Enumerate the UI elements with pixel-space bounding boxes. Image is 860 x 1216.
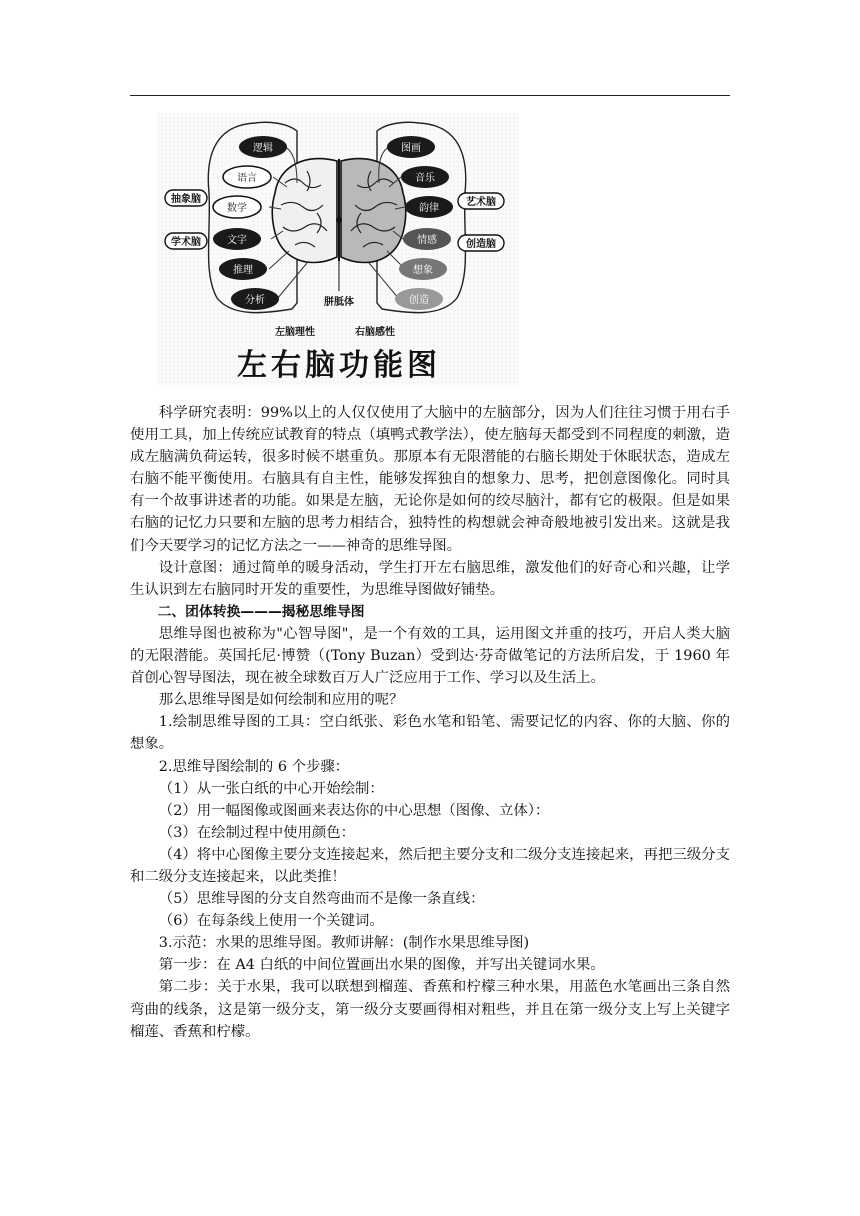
oval-left-1: 逻辑 — [253, 143, 273, 154]
oval-right-6: 创造 — [409, 295, 429, 306]
paragraph: 那么思维导图是如何绘制和应用的呢？ — [158, 692, 404, 709]
brain-function-figure — [157, 113, 519, 385]
oval-left-3: 数学 — [227, 203, 247, 214]
tag-abstract-brain: 抽象脑 — [171, 194, 201, 205]
paragraph: （6）在每条线上使用一个关键词。 — [158, 913, 384, 930]
paragraph: （2）用一幅图像或图画来表达你的中心思想（图像、立体）： — [158, 802, 550, 819]
oval-left-2: 语言 — [237, 173, 257, 184]
paragraph: 思维导图也被称为"心智导图"，是一个有效的工具，运用图文并重的技巧，开启人类大脑的无限潜能。英国托尼·博赞（(Tony Buzan）受到达·芬奇做笔记的方法所启发，于 1960 年首创心智导图法，现在被全球数百万人广泛应用于工作、学习以及生活上。 — [130, 625, 730, 687]
brain-diagram — [157, 113, 519, 385]
corpus-callosum-label: 胼胝体 — [324, 297, 354, 308]
tag-creative-brain: 创造脑 — [466, 239, 496, 250]
oval-left-6: 分析 — [245, 295, 265, 306]
oval-right-5: 想象 — [413, 265, 433, 276]
left-caption: 左脑理性 — [275, 327, 315, 338]
oval-left-5: 推理 — [233, 265, 253, 276]
tag-art-brain: 艺术脑 — [466, 197, 496, 208]
oval-right-3: 韵律 — [419, 203, 439, 214]
oval-left-4: 文字 — [227, 235, 247, 246]
paragraph: 2.思维导图绘制的 6 个步骤： — [158, 758, 350, 775]
section-heading: 二、团体转换———揭秘思维导图 — [157, 603, 365, 620]
paragraph: 第二步：关于水果，我可以联想到榴莲、香蕉和柠檬三种水果，用蓝色水笔画出三条自然弯曲的线条，这是第一级分支，第一级分支要画得相对粗些，并且在第一级分支上写上关键字榴莲、香蕉和柠檬。 — [130, 979, 730, 1040]
paragraph: 设计意图：通过简单的暖身活动，学生打开左右脑思维，激发他们的好奇心和兴趣，让学生认识到左右脑同时开发的重要性，为思维导图做好铺垫。 — [130, 559, 730, 598]
paragraph: 第一步：在 A4 白纸的中间位置画出水果的图像，并写出关键词水果。 — [158, 957, 605, 974]
oval-right-1: 图画 — [401, 143, 421, 154]
paragraph: （4）将中心图像主要分支连接起来，然后把主要分支和二级分支连接起来，再把三级分支和二级分支连接起来，以此类推！ — [130, 846, 730, 885]
paragraph: （5）思维导图的分支自然弯曲而不是像一条直线： — [158, 891, 485, 908]
header-rule — [130, 95, 730, 96]
right-caption: 右脑感性 — [355, 327, 395, 338]
paragraph: 1.绘制思维导图的工具：空白纸张、彩色水笔和铅笔、需要记忆的内容、你的大脑、你的想象。 — [130, 714, 730, 753]
oval-right-4: 情感 — [417, 235, 437, 246]
paragraph: 科学研究表明：99%以上的人仅仅使用了大脑中的左脑部分，因为人们往往习惯于用右手使用工具，加上传统应试教育的特点（填鸭式教学法），使左脑每天都受到不同程度的刺激，造成左脑满负荷运转，很多时候不堪重负。那原本有无限潜能的右脑长期处于休眠状态，造成左右脑不能平衡使用。右脑具有自主性，能够发挥独自的想象力、思考，把创意图像化。同时具有一个故事讲述者的功能。如果是左脑，无论你是如何的绞尽脑汁，都有它的极限。但是如果右脑的记忆力只要和左脑的思考力相结合，独特性的构想就会神奇般地被引发出来。这就是我们今天要学习的记忆方法之一——神奇的思维导图。 — [130, 405, 730, 554]
paragraph: （1）从一张白纸的中心开始绘制： — [158, 780, 384, 797]
tag-academic-brain: 学术脑 — [171, 237, 201, 248]
paragraph: 3.示范：水果的思维导图。教师讲解：(制作水果思维导图) — [158, 935, 530, 952]
figure-title: 左右脑功能图 — [237, 348, 441, 383]
oval-right-2: 音乐 — [415, 173, 435, 184]
paragraph: （3）在绘制过程中使用颜色： — [158, 824, 356, 841]
article-body — [130, 402, 730, 1043]
